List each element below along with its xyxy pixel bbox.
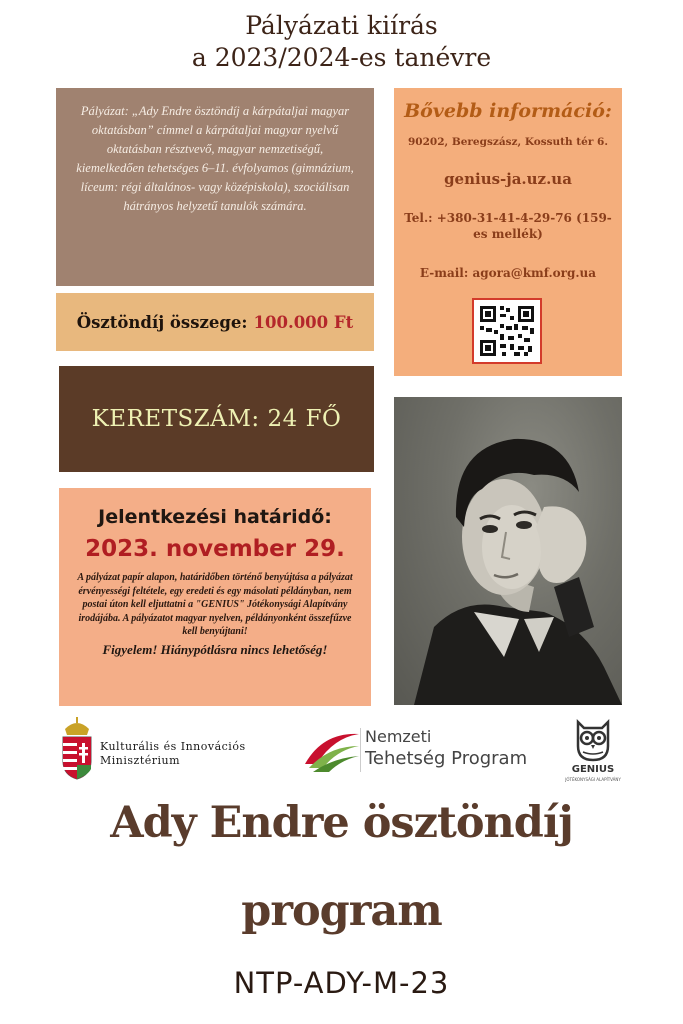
info-website-link[interactable]: genius-ja.uz.ua [444,170,572,188]
info-email-link[interactable]: E-mail: agora@kmf.org.ua [419,266,597,280]
quota-text: KERETSZÁM: 24 FŐ [91,406,342,432]
program-title-line-1: Ady Endre ösztöndíj [110,798,573,848]
ministry-name-line-2: Minisztérium [100,754,181,767]
ntp-name-line-2: Tehetség Program [365,748,528,769]
deadline-title: Jelentkezési határidő: [98,506,332,528]
genius-logo [560,712,626,786]
amount-value: 100.000 Ft [253,312,354,332]
ministry-name-line-1: Kulturális és Innovációs [100,740,246,753]
ntp-swoosh-icon [303,724,361,776]
deadline-text: A pályázat papír alapon, határidőben történő benyújtása a pályázat érvényességi feltétele, egy eredeti és egy másolati példányban, nem postai úton kell eljuttatni a "GENIUS" Jótékonysági Alapítvány irodájába. A pályázatot magyar nyelven, példányonként összefűzve kell benyújtani! [77,572,353,637]
genius-subtitle: JÓTÉKONYSÁGI ALAPÍTVÁNY [565,777,621,782]
genius-name: GENIUS [571,764,615,775]
intro-box [56,88,374,286]
program-code: NTP-ADY-M-23 [233,966,450,1000]
ntp-name-line-1: Nemzeti [365,727,432,746]
hungarian-coat-of-arms-icon [60,717,94,781]
header-line-1: Pályázati kiírás [245,11,438,40]
quota-box [59,366,374,472]
info-phone[interactable]: Tel.: +380-31-41-4-29-76 (159-es mellék) [404,211,612,241]
info-box [394,88,622,376]
amount-label: Ösztöndíj összege: [76,312,248,332]
intro-text: Pályázat: „Ady Endre ösztöndíj a kárpátaljai magyar oktatásban” címmel a kárpátaljai magyar nyelvű oktatásban résztvevő, magyar nemzetiségű, kiemelkedően tehetséges 6–11. évfolyamos (gimnázium, líceum: régi általános- vagy középiskola), szociálisan hátrányos helyzetű tanulók számára. [76,104,354,213]
qr-code-icon[interactable] [472,298,542,364]
ministry-logo [60,717,300,781]
deadline-date: 2023. november 29. [85,536,345,562]
program-title-line-2: program [241,886,442,936]
deadline-box [59,488,371,706]
info-address: 90202, Beregszász, Kossuth tér 6. [408,136,608,148]
ntp-logo [303,724,543,776]
portrait-photo [394,397,622,705]
program-title [0,792,683,942]
header-title [0,10,683,74]
owl-icon [568,712,618,762]
header-line-2: a 2023/2024-es tanévre [191,43,492,72]
amount-box [56,293,374,351]
deadline-warning: Figyelem! Hiánypótlásra nincs lehetőség! [102,641,328,657]
info-title: Bővebb információ: [404,100,612,122]
